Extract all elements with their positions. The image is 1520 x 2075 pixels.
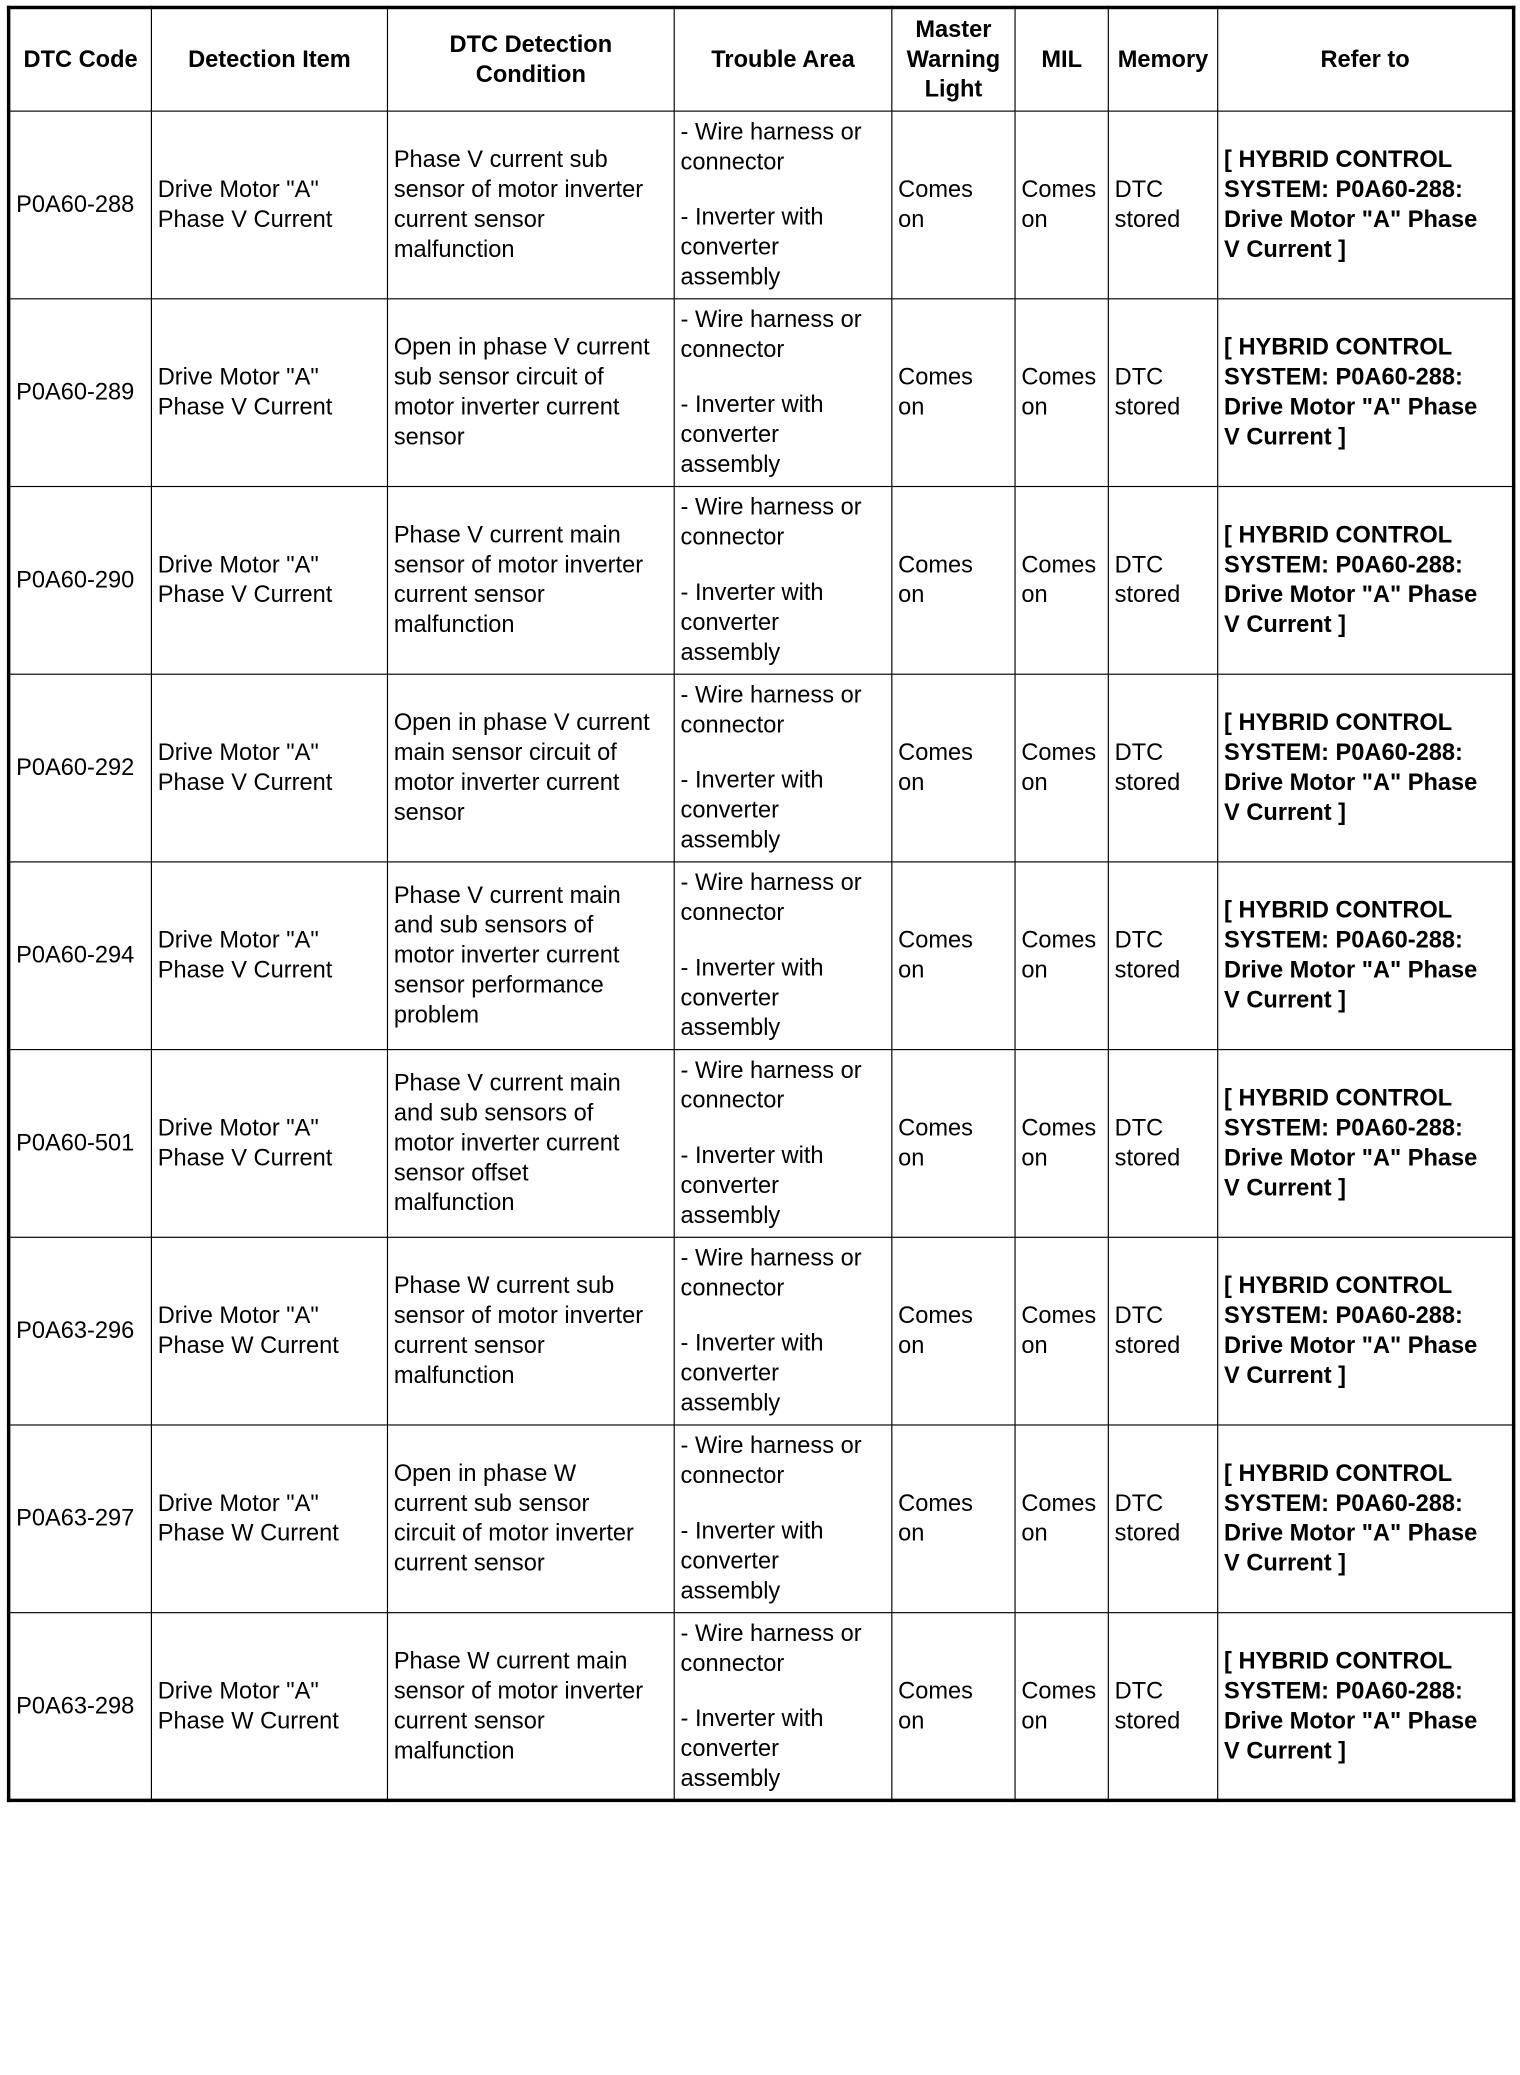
table-row <box>9 299 1514 487</box>
trouble-area-cell <box>674 1050 892 1238</box>
dtc-code-cell: P0A60-289 <box>9 299 152 487</box>
trouble-area-item: - Wire harness or connector <box>680 1244 862 1302</box>
memory-cell: DTC stored <box>1108 299 1217 487</box>
trouble-area-cell <box>674 862 892 1050</box>
dtc-table <box>7 6 1515 1802</box>
master-warning-light-cell: Comes on <box>892 1613 1015 1801</box>
dtc-code-cell: P0A63-297 <box>9 1425 152 1613</box>
dtc-code-cell: P0A60-290 <box>9 487 152 675</box>
table-row <box>9 1613 1514 1801</box>
trouble-area-item: - Inverter with converter assembly <box>680 1329 824 1417</box>
trouble-area-item: - Inverter with converter assembly <box>680 1517 824 1605</box>
detection-item-cell: Drive Motor "A" Phase V Current <box>151 487 387 675</box>
trouble-area-item: - Wire harness or connector <box>680 118 862 176</box>
trouble-area-item: - Inverter with converter assembly <box>680 1704 824 1792</box>
mil-cell: Comes on <box>1015 862 1108 1050</box>
header-detection-item: Detection Item <box>151 7 387 111</box>
table-row <box>9 487 1514 675</box>
trouble-area-item: - Wire harness or connector <box>680 1619 862 1677</box>
table-row <box>9 1425 1514 1613</box>
memory-cell: DTC stored <box>1108 674 1217 862</box>
memory-cell: DTC stored <box>1108 1050 1217 1238</box>
master-warning-light-cell: Comes on <box>892 487 1015 675</box>
master-warning-light-cell: Comes on <box>892 1425 1015 1613</box>
table-row <box>9 1050 1514 1238</box>
detection-item-cell: Drive Motor "A" Phase V Current <box>151 674 387 862</box>
trouble-area-cell <box>674 111 892 299</box>
trouble-area-item: - Inverter with converter assembly <box>680 391 824 478</box>
table-row <box>9 111 1514 299</box>
dtc-code-cell: P0A60-292 <box>9 674 152 862</box>
detection-condition-cell: Open in phase V current main sensor circuit of motor inverter current sensor <box>387 674 674 862</box>
trouble-area-cell <box>674 487 892 675</box>
detection-item-cell: Drive Motor "A" Phase V Current <box>151 299 387 487</box>
refer-to-link[interactable]: [ HYBRID CONTROL SYSTEM: P0A60-288: Drive Motor "A" Phase V Current ] <box>1218 1050 1514 1238</box>
detection-condition-cell: Phase V current main sensor of motor inverter current sensor malfunction <box>387 487 674 675</box>
trouble-area-item: - Inverter with converter assembly <box>680 579 824 666</box>
detection-condition-cell: Phase V current main and sub sensors of motor inverter current sensor offset malfunction <box>387 1050 674 1238</box>
header-row <box>9 7 1514 111</box>
trouble-area-item: - Wire harness or connector <box>680 306 862 363</box>
header-memory: Memory <box>1108 7 1217 111</box>
master-warning-light-cell: Comes on <box>892 1237 1015 1425</box>
trouble-area-item: - Wire harness or connector <box>680 869 862 926</box>
detection-item-cell: Drive Motor "A" Phase V Current <box>151 862 387 1050</box>
trouble-area-item: - Wire harness or connector <box>680 493 862 551</box>
memory-cell: DTC stored <box>1108 1237 1217 1425</box>
trouble-area-item: - Inverter with converter assembly <box>680 954 824 1041</box>
detection-item-cell: Drive Motor "A" Phase V Current <box>151 1050 387 1238</box>
dtc-code-cell: P0A63-298 <box>9 1613 152 1801</box>
trouble-area-cell <box>674 299 892 487</box>
mil-cell: Comes on <box>1015 674 1108 862</box>
header-trouble-area: Trouble Area <box>674 7 892 111</box>
trouble-area-cell <box>674 674 892 862</box>
memory-cell: DTC stored <box>1108 111 1217 299</box>
refer-to-link[interactable]: [ HYBRID CONTROL SYSTEM: P0A60-288: Drive Motor "A" Phase V Current ] <box>1218 1613 1514 1801</box>
refer-to-link[interactable]: [ HYBRID CONTROL SYSTEM: P0A60-288: Drive Motor "A" Phase V Current ] <box>1218 487 1514 675</box>
trouble-area-cell <box>674 1425 892 1613</box>
mil-cell: Comes on <box>1015 1237 1108 1425</box>
mil-cell: Comes on <box>1015 1050 1108 1238</box>
trouble-area-item: - Inverter with converter assembly <box>680 203 824 291</box>
detection-item-cell: Drive Motor "A" Phase W Current <box>151 1425 387 1613</box>
detection-item-cell: Drive Motor "A" Phase V Current <box>151 111 387 299</box>
trouble-area-item: - Wire harness or connector <box>680 1057 862 1114</box>
detection-item-cell: Drive Motor "A" Phase W Current <box>151 1237 387 1425</box>
detection-condition-cell: Open in phase W current sub sensor circuit of motor inverter current sensor <box>387 1425 674 1613</box>
mil-cell: Comes on <box>1015 1613 1108 1801</box>
table-header <box>9 7 1514 111</box>
master-warning-light-cell: Comes on <box>892 674 1015 862</box>
detection-condition-cell: Phase W current sub sensor of motor inverter current sensor malfunction <box>387 1237 674 1425</box>
dtc-code-cell: P0A60-294 <box>9 862 152 1050</box>
header-dtc-code: DTC Code <box>9 7 152 111</box>
refer-to-link[interactable]: [ HYBRID CONTROL SYSTEM: P0A60-288: Drive Motor "A" Phase V Current ] <box>1218 1237 1514 1425</box>
memory-cell: DTC stored <box>1108 1613 1217 1801</box>
dtc-code-cell: P0A60-288 <box>9 111 152 299</box>
mil-cell: Comes on <box>1015 299 1108 487</box>
dtc-code-cell: P0A63-296 <box>9 1237 152 1425</box>
refer-to-link[interactable]: [ HYBRID CONTROL SYSTEM: P0A60-288: Drive Motor "A" Phase V Current ] <box>1218 862 1514 1050</box>
header-refer-to: Refer to <box>1218 7 1514 111</box>
header-mil: MIL <box>1015 7 1108 111</box>
trouble-area-item: - Inverter with converter assembly <box>680 1142 824 1229</box>
refer-to-link[interactable]: [ HYBRID CONTROL SYSTEM: P0A60-288: Drive Motor "A" Phase V Current ] <box>1218 299 1514 487</box>
table-row <box>9 862 1514 1050</box>
mil-cell: Comes on <box>1015 487 1108 675</box>
trouble-area-item: - Wire harness or connector <box>680 1432 862 1489</box>
refer-to-link[interactable]: [ HYBRID CONTROL SYSTEM: P0A60-288: Drive Motor "A" Phase V Current ] <box>1218 674 1514 862</box>
detection-item-cell: Drive Motor "A" Phase W Current <box>151 1613 387 1801</box>
trouble-area-item: - Wire harness or connector <box>680 681 862 739</box>
mil-cell: Comes on <box>1015 1425 1108 1613</box>
mil-cell: Comes on <box>1015 111 1108 299</box>
trouble-area-cell <box>674 1237 892 1425</box>
table-row <box>9 674 1514 862</box>
detection-condition-cell: Phase V current sub sensor of motor inverter current sensor malfunction <box>387 111 674 299</box>
trouble-area-cell <box>674 1613 892 1801</box>
table-body <box>9 111 1514 1800</box>
refer-to-link[interactable]: [ HYBRID CONTROL SYSTEM: P0A60-288: Drive Motor "A" Phase V Current ] <box>1218 1425 1514 1613</box>
master-warning-light-cell: Comes on <box>892 862 1015 1050</box>
dtc-code-cell: P0A60-501 <box>9 1050 152 1238</box>
detection-condition-cell: Phase V current main and sub sensors of motor inverter current sensor performance problem <box>387 862 674 1050</box>
master-warning-light-cell: Comes on <box>892 299 1015 487</box>
memory-cell: DTC stored <box>1108 862 1217 1050</box>
header-master-warning-light: Master Warning Light <box>892 7 1015 111</box>
master-warning-light-cell: Comes on <box>892 111 1015 299</box>
memory-cell: DTC stored <box>1108 487 1217 675</box>
trouble-area-item: - Inverter with converter assembly <box>680 766 824 854</box>
refer-to-link[interactable]: [ HYBRID CONTROL SYSTEM: P0A60-288: Drive Motor "A" Phase V Current ] <box>1218 111 1514 299</box>
header-detection-condition: DTC Detection Condition <box>387 7 674 111</box>
table-row <box>9 1237 1514 1425</box>
detection-condition-cell: Open in phase V current sub sensor circuit of motor inverter current sensor <box>387 299 674 487</box>
master-warning-light-cell: Comes on <box>892 1050 1015 1238</box>
detection-condition-cell: Phase W current main sensor of motor inverter current sensor malfunction <box>387 1613 674 1801</box>
memory-cell: DTC stored <box>1108 1425 1217 1613</box>
